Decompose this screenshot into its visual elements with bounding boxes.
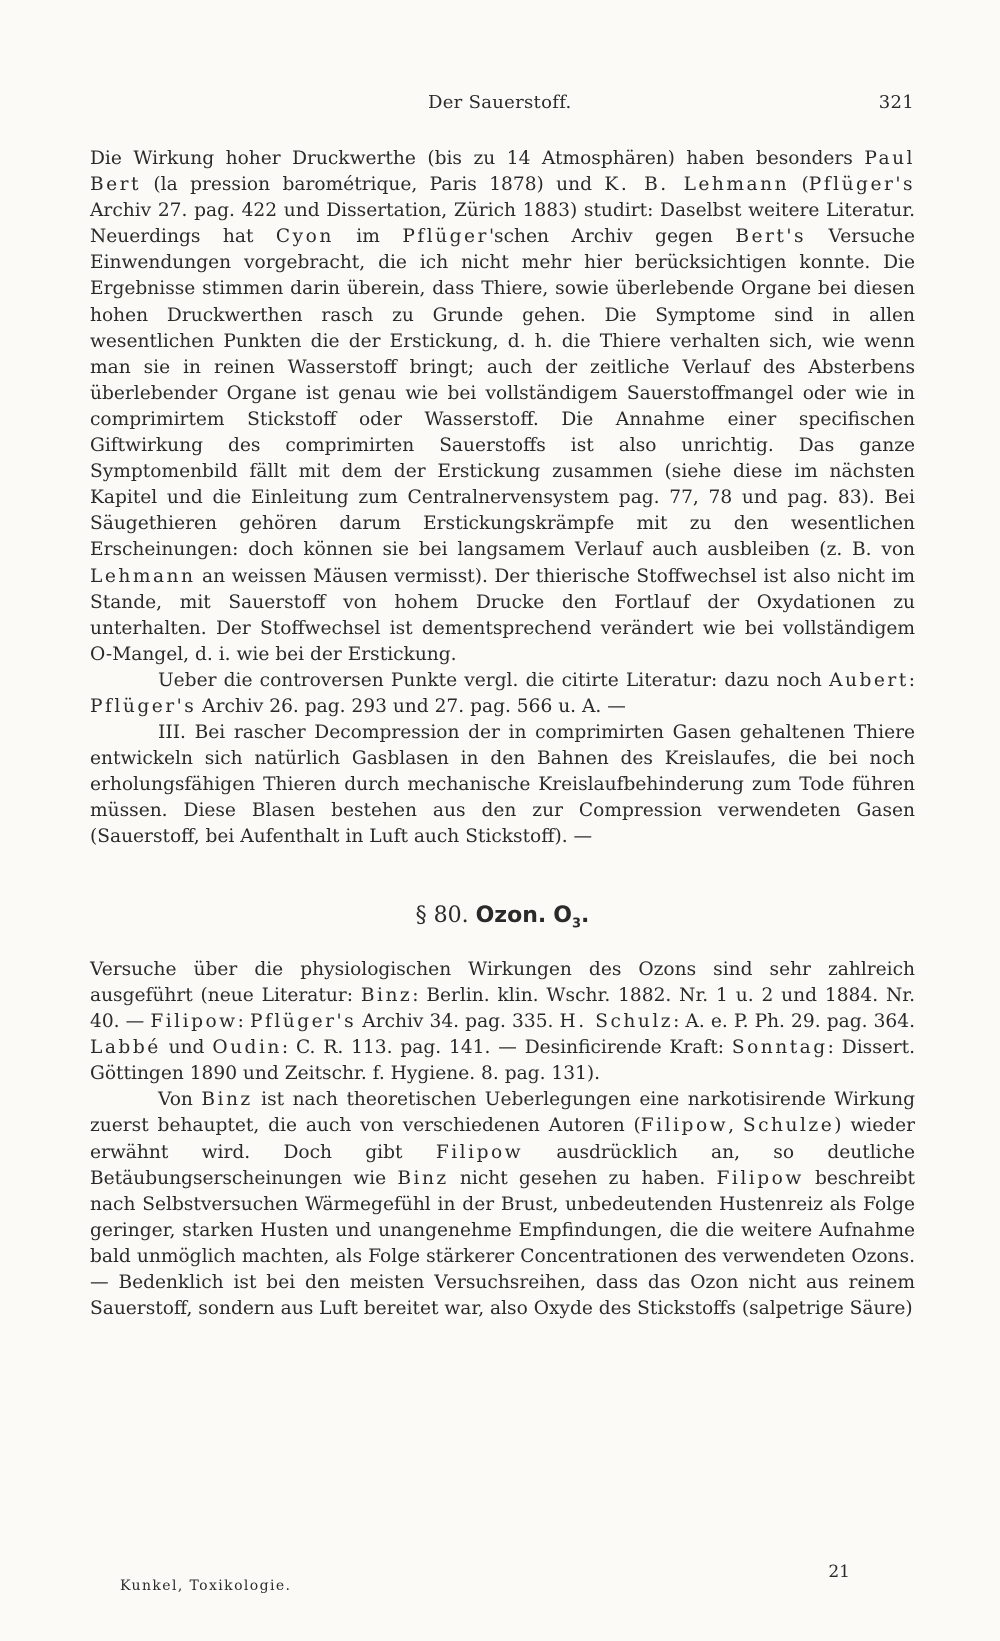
author-name: Filipow [435,1141,524,1163]
text-run: (la pression barométrique, Paris 1878) und [141,174,605,196]
text-run: an weissen Mäusen vermisst). Der thierische Stoffwechsel ist also nicht im Stande, mit Sauerstoff von hohem Drucke den Fortlauf der Oxydationen zu unterhalten. Der Stoffwechsel ist dementsprechend verändert wie bei vollständigem O-Mangel, d. i. wie bei der Erstickung. [90,565,915,665]
text-run: : C. R. 113. pag. 141. — Desinficirende Kraft: [281,1037,732,1059]
text-run: Archiv 34. pag. 335. [356,1011,560,1033]
author-name: Binz [201,1089,253,1111]
author-name: Filipow [640,1115,729,1137]
text-run: ) wieder erwähnt wird. Doch gibt [90,1115,916,1163]
author-name: Filipow [150,1011,238,1033]
author-name: Lehmann [90,565,196,587]
author-name: Labbé [90,1037,161,1059]
section-formula: $O_3$. [553,902,590,931]
text-block-2 [90,957,915,1322]
text-run: Ueber die controversen Punkte vergl. die citirte Literatur: dazu noch [158,669,830,691]
paragraph [90,720,915,850]
text-run: : A. e. P. Ph. 29. pag. 364. [673,1011,915,1033]
text-run: und [160,1037,213,1059]
author-name: Bert's [735,226,807,248]
text-run: 'schen Archiv gegen [488,226,736,248]
author-name: Binz [397,1167,449,1189]
text-run: , [728,1115,743,1137]
running-head [0,92,1000,122]
text-run: Versuche über die physiologischen Wirkungen des Ozons sind sehr zahlreich ausgeführt (neue Literatur: [90,958,915,1007]
text-run: Archiv 27. pag. 422 und Dissertation, Zürich 1883) studirt: Daselbst weitere Literatur. Neuerdings hat [90,200,915,248]
text-run: Von [158,1089,202,1111]
paragraph [90,1087,915,1322]
author-name: Binz [360,985,413,1007]
author-name: Paul Bert [90,148,915,196]
text-run: Versuche Einwendungen vorgebracht, die ich nicht mehr hier berücksichtigen konnte. Die Ergebnisse stimmen darin überein, dass Thiere, sowie überlebende Organe bei diesen hohen Druckwerthen rasch zu Grunde gehen. Die Symptome sind in allen wesentlichen Punkten die der Erstickung, d. h. die Thiere verhalten sich, wie wenn man sie in reinen Wasserstoff bringt; auch der zeitliche Verlauf des Absterbens überlebender Organe ist genau wie bei vollständigem Sauerstoffmangel oder wie in comprimirtem Stickstoff oder Wasserstoff. Die Annahme einer specifischen Giftwirkung des comprimirten Sauerstoffs ist also unrichtig. Das ganze Symptomenbild fällt mit dem der Erstickung zusammen (siehe diese im nächsten Kapitel und die Einleitung zum Centralnervensystem pag. 77, 78 und pag. 83). Bei Säugethieren gehören darum Erstickungskrämpfe mit zu den wesentlichen Erscheinungen: doch können sie bei langsamem Verlauf auch ausbleiben (z. B. von [90,226,916,561]
text-run: beschreibt nach Selbstversuchen Wärmegefühl in der Brust, unbedeutenden Hustenreiz als Folge geringer, starken Husten und unangenehme Empfindungen, die die weitere Aufnahme bald unmöglich machten, als Folge stärkerer Concentrationen des verwendeten Ozons. — Bedenklich ist bei den meisten Versuchsreihen, dass das Ozon nicht aus reinem Sauerstoff, sondern aus Luft bereitet war, also Oxyde des Stickstoffs (salpetrige Säure) [90,1167,915,1320]
text-run: : [908,669,915,691]
text-run: im [333,226,403,248]
author-name: Cyon [275,226,334,248]
page-body [90,146,915,1322]
author-name: H. Schulz [559,1011,674,1033]
footer-author: Kunkel, Toxikologie. [120,1578,292,1594]
author-name: Pflüger's [90,695,197,717]
text-block-1 [90,146,915,851]
text-run: : [237,1011,250,1033]
author-name: Filipow [716,1167,804,1189]
author-name: Pflüger's [808,174,915,196]
running-head-title: Der Sauerstoff. [428,92,572,113]
author-name: Schulze [742,1115,835,1137]
author-name: Aubert [829,669,909,691]
text-run: ( [789,174,809,196]
text-run: Die Wirkung hoher Druckwerthe (bis zu 14 Atmosphären) haben besonders [90,148,865,169]
paragraph [90,957,915,1087]
text-run: III. Bei rascher Decompression der in comprimirten Gasen gehaltenen Thiere entwickeln sich natürlich Gasblasen in den Bahnen des Kreislaufes, die bei noch erholungsfähigen Thieren durch mechanische Kreislaufbehinderung zum Tode führen müssen. Diese Blasen bestehen aus den zur Compression verwendeten Gasen (Sauerstoff, bei Aufenthalt in Luft auch Stickstoff). — [90,722,915,848]
author-name: Pflüger [402,226,489,248]
section-heading [90,901,915,939]
author-name: K. B. Lehmann [604,174,790,196]
text-run: : Berlin. klin. Wschr. 1882. Nr. 1 u. 2 und 1884. Nr. 40. — [90,985,915,1033]
text-run: ist nach theoretischen Ueberlegungen eine narkotisirende Wirkung zuerst behauptet, die auch von verschiedenen Autoren ( [90,1089,916,1137]
section-title: Ozon. [475,902,547,928]
author-name: Sonntag [731,1037,828,1059]
paragraph [90,146,915,668]
signature-mark: 21 [828,1562,850,1582]
page-number: 321 [878,92,914,113]
text-run: ausdrücklich an, so deutliche Betäubungserscheinungen wie [90,1141,915,1189]
text-run: nicht gesehen zu haben. [448,1167,717,1189]
author-name: Pflüger's [249,1011,357,1033]
text-run: : Dissert. Göttingen 1890 und Zeitschr. f. Hygiene. 8. pag. 131). [90,1037,916,1085]
text-run: Archiv 26. pag. 293 und 27. pag. 566 u. A. — [196,695,626,717]
author-name: Oudin [212,1037,282,1059]
paragraph [90,668,915,720]
section-number: § 80. [415,902,469,928]
